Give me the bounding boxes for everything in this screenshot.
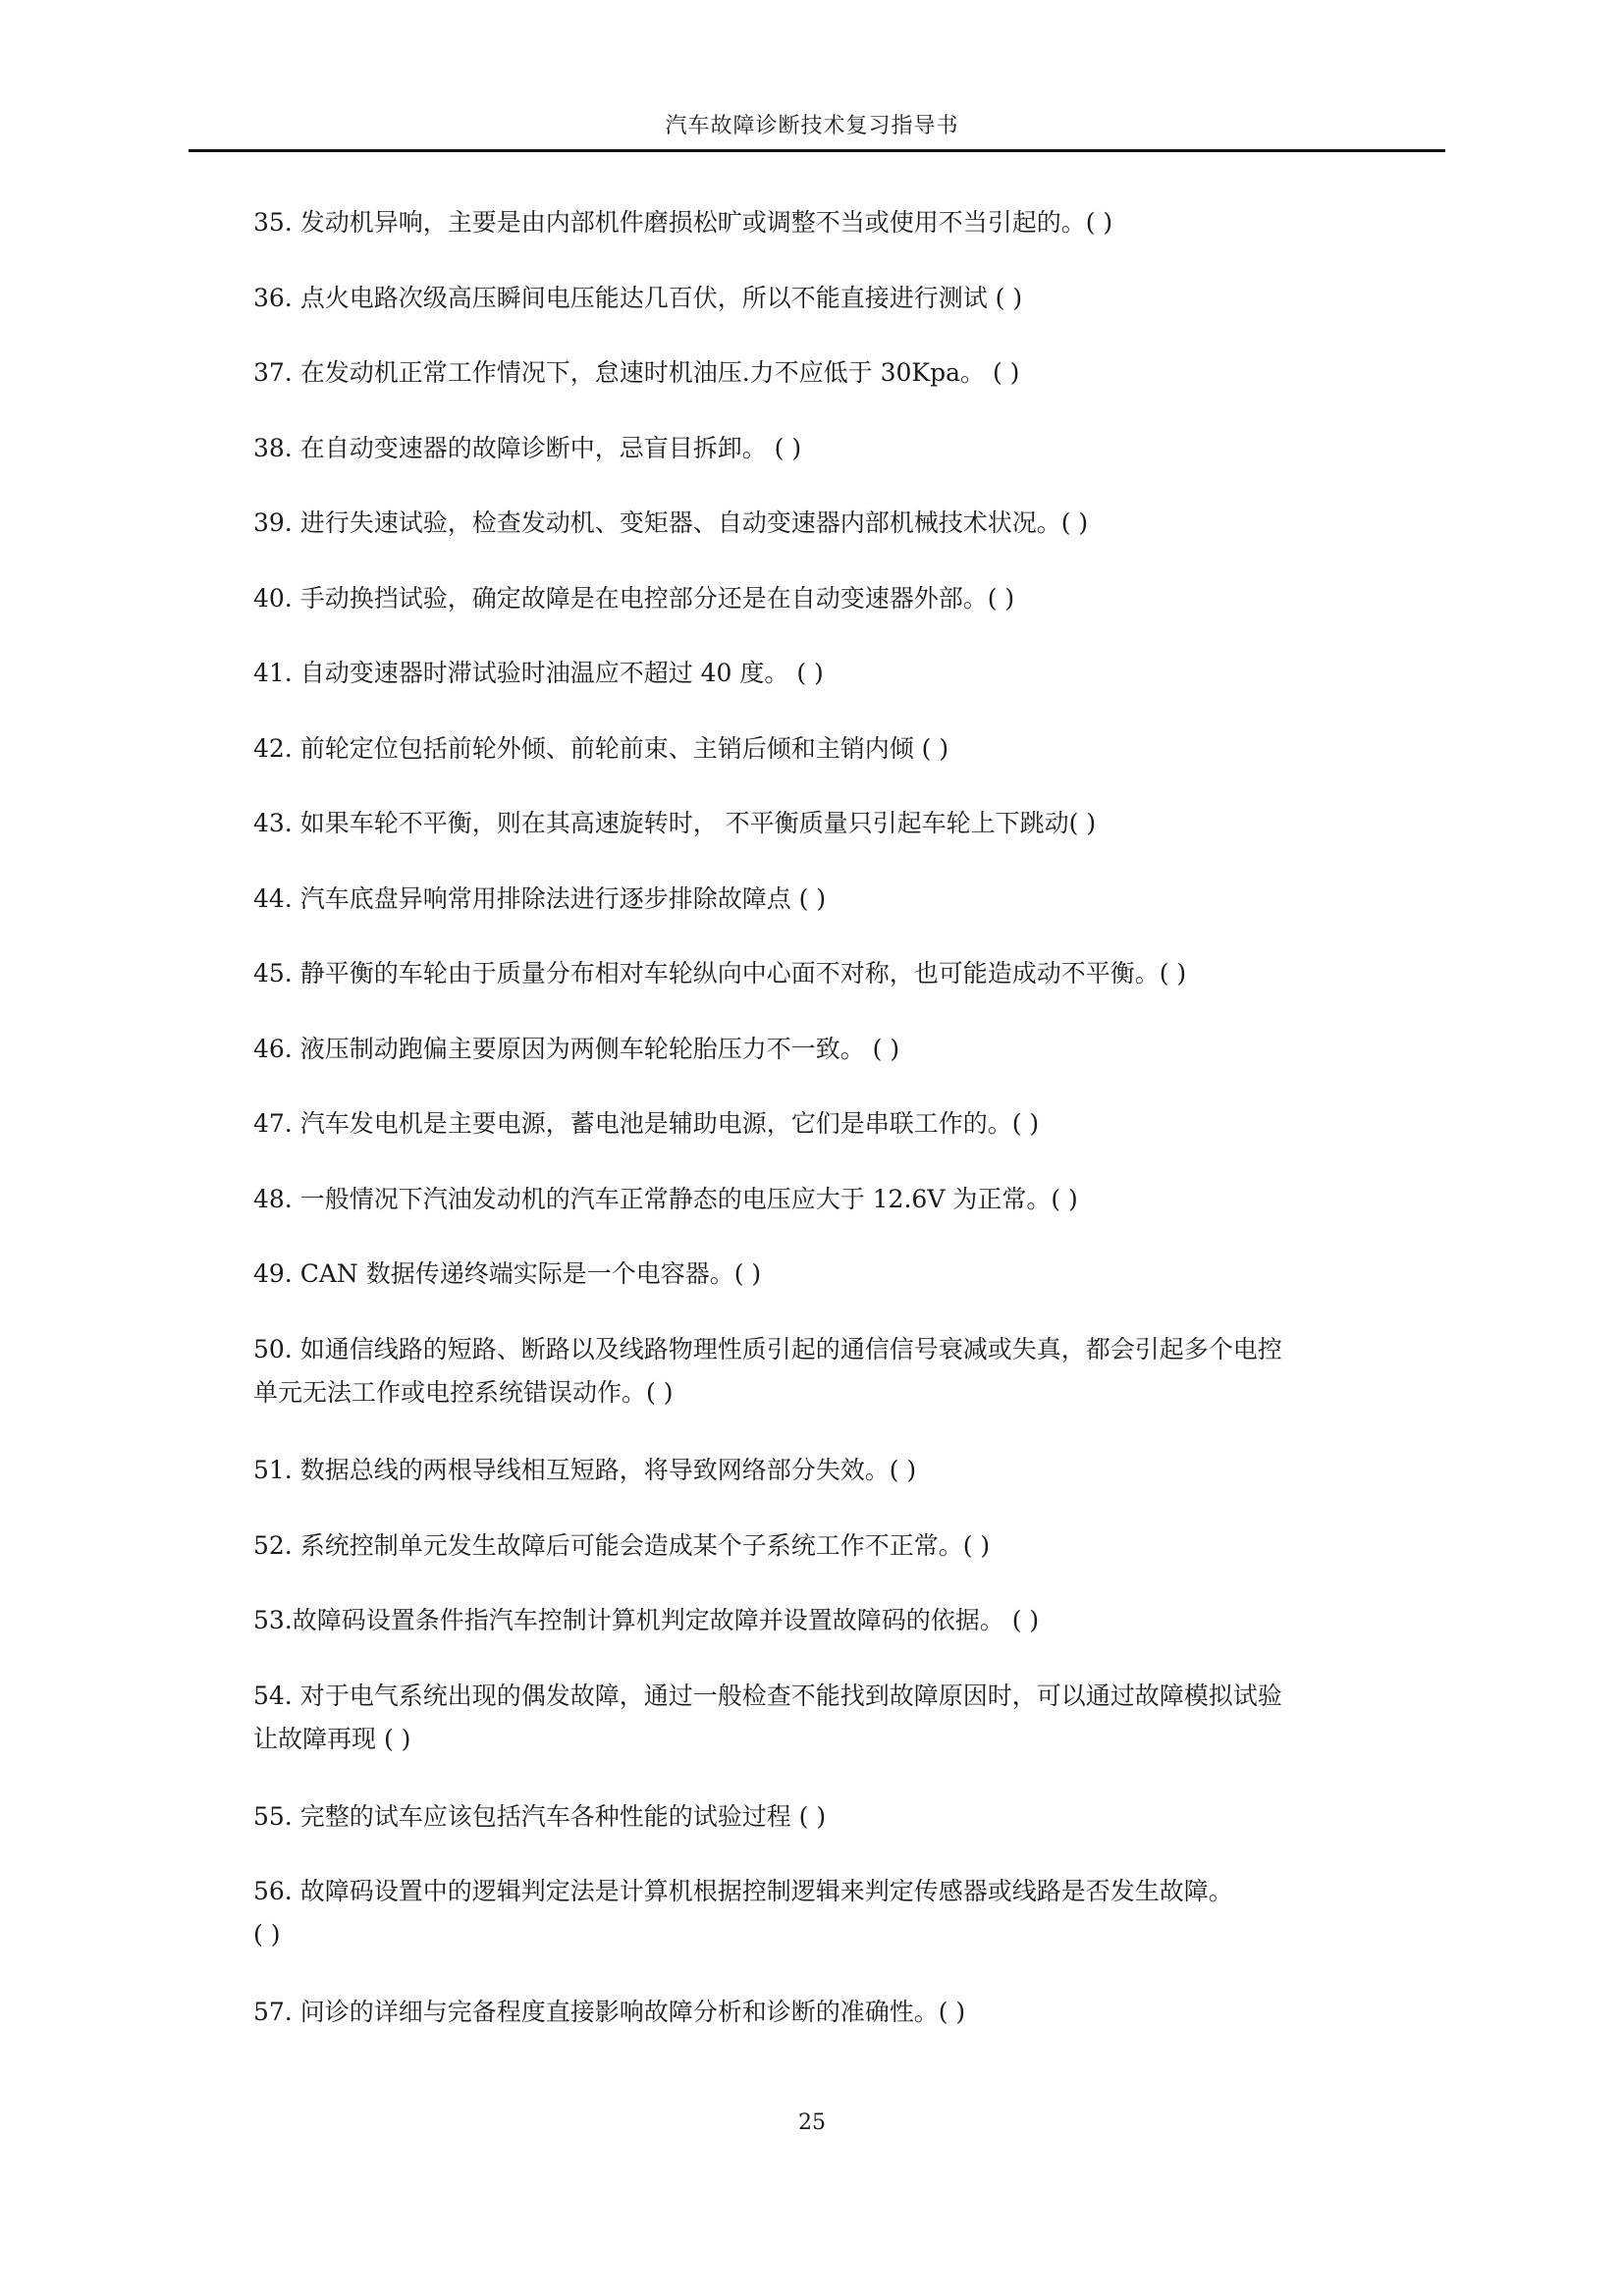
question-54-line-2: 让故障再现 ( ) [253, 1725, 411, 1753]
question-51: 51. 数据总线的两根导线相互短路，将导致网络部分失效。( ) [253, 1456, 917, 1484]
question-56-line-1: 56. 故障码设置中的逻辑判定法是计算机根据控制逻辑来判定传感器或线路是否发生故障。 [253, 1877, 1233, 1905]
question-49: 49. CAN 数据传递终端实际是一个电容器。( ) [253, 1259, 762, 1288]
question-52: 52. 系统控制单元发生故障后可能会造成某个子系统工作不正常。( ) [253, 1531, 991, 1560]
question-53: 53.故障码设置条件指汽车控制计算机判定故障并设置故障码的依据。 ( ) [253, 1606, 1040, 1634]
question-45: 45. 静平衡的车轮由于质量分布相对车轮纵向中心面不对称，也可能造成动不平衡。( ) [253, 959, 1187, 988]
question-50 [253, 1328, 1451, 1415]
question-37: 37. 在发动机正常工作情况下，怠速时机油压.力不应低于 30Kpa。 ( ) [253, 358, 1020, 387]
header-rule [189, 149, 1445, 152]
question-35: 35. 发动机异响，主要是由内部机件磨损松旷或调整不当或使用不当引起的。( ) [253, 208, 1113, 237]
question-50-line-2: 单元无法工作或电控系统错误动作。( ) [253, 1378, 674, 1407]
question-46: 46. 液压制动跑偏主要原因为两侧车轮轮胎压力不一致。 ( ) [253, 1035, 900, 1063]
question-39: 39. 进行失速试验，检查发动机、变矩器、自动变速器内部机械技术状况。( ) [253, 508, 1089, 537]
question-43: 43. 如果车轮不平衡，则在其高速旋转时， 不平衡质量只引起车轮上下跳动( ) [253, 809, 1097, 837]
question-48: 48. 一般情况下汽油发动机的汽车正常静态的电压应大于 12.6V 为正常。( ) [253, 1185, 1078, 1213]
question-56-line-2: ( ) [253, 1920, 281, 1949]
page-number: 25 [798, 2110, 826, 2135]
question-55: 55. 完整的试车应该包括汽车各种性能的试验过程 ( ) [253, 1802, 827, 1831]
question-44: 44. 汽车底盘异响常用排除法进行逐步排除故障点 ( ) [253, 884, 827, 913]
page-header-title: 汽车故障诊断技术复习指导书 [665, 114, 959, 138]
question-47: 47. 汽车发电机是主要电源，蓄电池是辅助电源，它们是串联工作的。( ) [253, 1109, 1040, 1138]
question-56 [253, 1870, 1451, 1956]
question-50-line-1: 50. 如通信线路的短路、断路以及线路物理性质引起的通信信号衰减或失真，都会引起多个电控 [253, 1335, 1282, 1363]
question-40: 40. 手动换挡试验，确定故障是在电控部分还是在自动变速器外部。( ) [253, 584, 1015, 613]
question-42: 42. 前轮定位包括前轮外倾、前轮前束、主销后倾和主销内倾 ( ) [253, 734, 949, 763]
question-54 [253, 1675, 1451, 1761]
question-57: 57. 问诊的详细与完备程度直接影响故障分析和诊断的准确性。( ) [253, 1998, 966, 2026]
question-38: 38. 在自动变速器的故障诊断中，忌盲目拆卸。 ( ) [253, 434, 802, 462]
question-36: 36. 点火电路次级高压瞬间电压能达几百伏，所以不能直接进行测试 ( ) [253, 284, 1023, 312]
question-41: 41. 自动变速器时滞试验时油温应不超过 40 度。 ( ) [253, 659, 824, 687]
question-54-line-1: 54. 对于电气系统出现的偶发故障，通过一般检查不能找到故障原因时，可以通过故障模拟试验 [253, 1682, 1282, 1710]
